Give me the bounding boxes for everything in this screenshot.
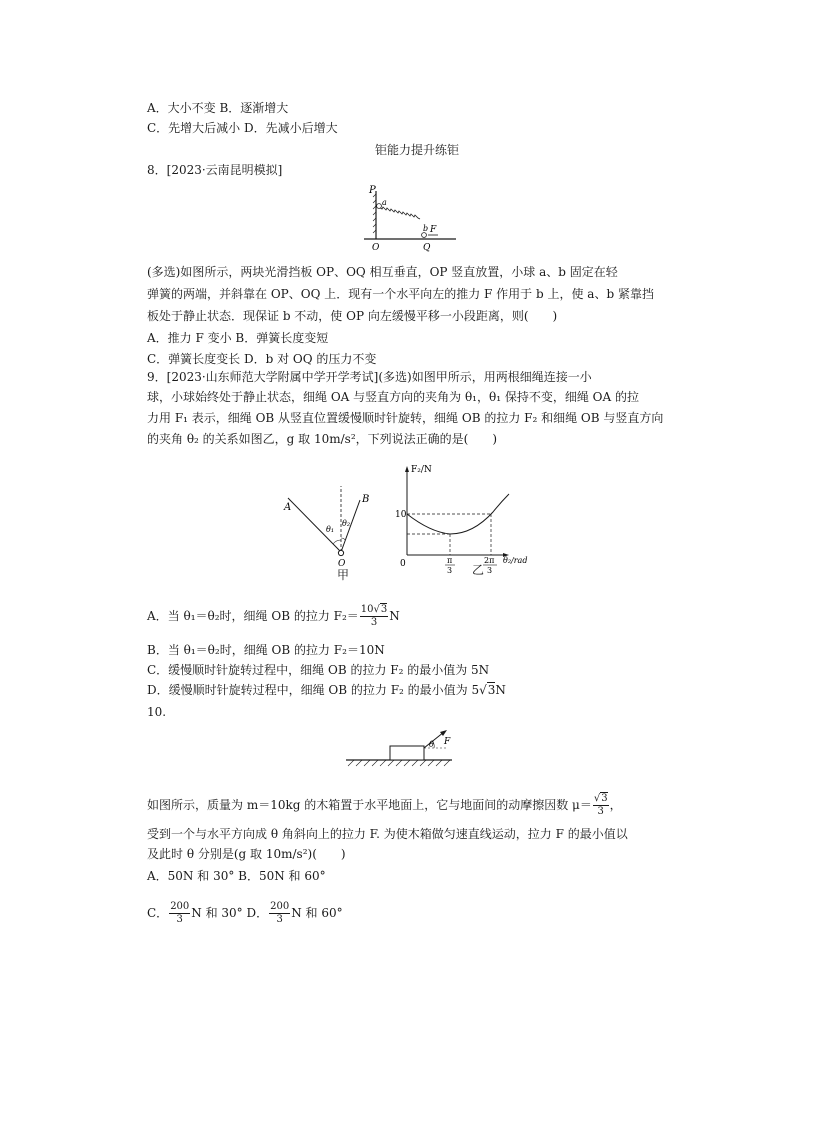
q10-line3: 及此时 θ 分别是(g 取 10m/s²)( ) xyxy=(147,847,346,861)
q9-option-d: D．缓慢顺时针旋转过程中，细绳 OB 的拉力 F₂ 的最小值为 5√3N xyxy=(147,683,506,697)
label-b: B xyxy=(362,494,370,505)
q9-figure-jia xyxy=(278,480,368,570)
q7-options-cd: C．先增大后减小 D．先减小后增大 xyxy=(147,121,338,135)
q9-line3: 力用 F₁ 表示，细绳 OB 从竖直位置缓慢顺时针旋转，细绳 OB 的拉力 F₂ 和细绳 OB 与竖直方向 xyxy=(147,411,664,425)
spring xyxy=(379,207,420,219)
caption-yi: 乙 xyxy=(472,563,485,577)
q9-option-c: C．缓慢顺时针旋转过程中，细绳 OB 的拉力 F₂ 的最小值为 5N xyxy=(147,663,490,677)
ball-b xyxy=(422,233,427,238)
q9-line2: 球，小球始终处于静止状态，细绳 OA 与竖直方向的夹角为 θ₁，θ₁ 保持不变，细绳 OA 的拉 xyxy=(147,390,639,404)
q9-line4: 的夹角 θ₂ 的关系如图乙，g 取 10m/s²，下列说法正确的是( ) xyxy=(147,432,498,446)
origin-label: 0 xyxy=(400,559,406,569)
q10-line1: 如图所示，质量为 m＝10kg 的木箱置于水平地面上，它与地面间的动摩擦因数 μ＝ $\frac{√3}{3}$ ， xyxy=(147,793,622,817)
q10-figure xyxy=(340,722,460,774)
q9-option-a-fraction: $\frac{10√3}{3}$ xyxy=(360,604,388,628)
label-q: Q xyxy=(423,243,431,253)
ball-o xyxy=(338,550,343,555)
caption-jia: 甲 xyxy=(337,568,350,582)
label-o: O xyxy=(372,243,380,253)
q9-figure-yi xyxy=(395,460,545,576)
tick-2pi: 2π xyxy=(484,556,495,565)
q8-stem-line2: 弹簧的两端，并斜靠在 OP、OQ 上．现有一个水平向左的推力 F 作用于 b 上，使 a、b 紧靠挡 xyxy=(147,287,654,301)
q8-options-ab: A．推力 F 变小 B．弹簧长度变短 xyxy=(147,331,329,345)
q8-options-cd: C．弹簧长度变长 D．b 对 OQ 的压力不变 xyxy=(147,352,377,366)
y-arrow xyxy=(405,466,409,472)
label-a: A xyxy=(284,502,292,513)
y-label: F₂/N xyxy=(411,465,432,475)
arc-theta1 xyxy=(333,540,341,544)
q8-figure xyxy=(360,183,460,253)
q10-options-cd: C． $\frac{200}{3}$ N 和 30° D． $\frac{200}{3}$ N 和 60° xyxy=(147,901,343,925)
x-label: θ₂/rad xyxy=(503,556,528,565)
mu-fraction: $\frac{√3}{3}$ xyxy=(593,793,608,817)
label-b: b xyxy=(423,224,429,233)
label-p: P xyxy=(369,185,376,196)
option-c-fraction: $\frac{200}{3}$ xyxy=(170,901,190,925)
q8-stem-line3: 板处于静止状态．现保证 b 不动，使 OP 向左缓慢平移一小段距离，则( ) xyxy=(147,309,558,323)
tick-pi: π xyxy=(447,556,453,565)
q8-header: 8．[2023·云南昆明模拟] xyxy=(147,163,283,177)
option-d-fraction: $\frac{200}{3}$ xyxy=(270,901,290,925)
q9-line1: 9．[2023·山东师范大学附属中学开学考试](多选)如图甲所示，用两根细绳连接一小 xyxy=(147,370,592,384)
q10-line2: 受到一个与水平方向成 θ 角斜向上的拉力 F. 为使木箱做匀速直线运动，拉力 F 的最小值以 xyxy=(147,827,628,841)
ball-a xyxy=(377,204,382,209)
wooden-box xyxy=(390,746,424,760)
tick-pi-den: 3 xyxy=(447,566,453,575)
arc-theta2 xyxy=(341,538,345,540)
label-theta2: θ₂ xyxy=(342,519,351,528)
label-f: F xyxy=(430,225,437,235)
q8-stem-line1: (多选)如图所示，两块光滑挡板 OP、OQ 相互垂直，OP 竖直放置，小球 a、b 固定在轻 xyxy=(147,265,618,279)
q9-option-a: A．当 θ₁＝θ₂时，细绳 OB 的拉力 F₂＝ $\frac{10√3}{3}$ N xyxy=(147,604,400,628)
label-f: F xyxy=(444,737,451,747)
section-title: 钜能力提升练钜 xyxy=(374,143,459,157)
label-theta1: θ₁ xyxy=(326,525,335,534)
label-o: O xyxy=(338,559,346,569)
q10-options-ab: A．50N 和 30° B．50N 和 60° xyxy=(147,869,326,883)
y-tick-10: 10 xyxy=(395,510,407,520)
label-a: a xyxy=(382,198,387,207)
q9-option-b: B．当 θ₁＝θ₂时，细绳 OB 的拉力 F₂＝10N xyxy=(147,643,385,657)
ground-hatch xyxy=(348,760,450,766)
q7-options-ab: A．大小不变 B．逐渐增大 xyxy=(147,101,289,115)
tick-2pi-den: 3 xyxy=(487,566,493,575)
q9-option-a-text: A．当 θ₁＝θ₂时，细绳 OB 的拉力 F₂＝ xyxy=(147,609,359,623)
q10-number: 10. xyxy=(147,705,167,719)
label-theta: θ xyxy=(429,740,434,749)
pull-arrow xyxy=(440,730,447,736)
